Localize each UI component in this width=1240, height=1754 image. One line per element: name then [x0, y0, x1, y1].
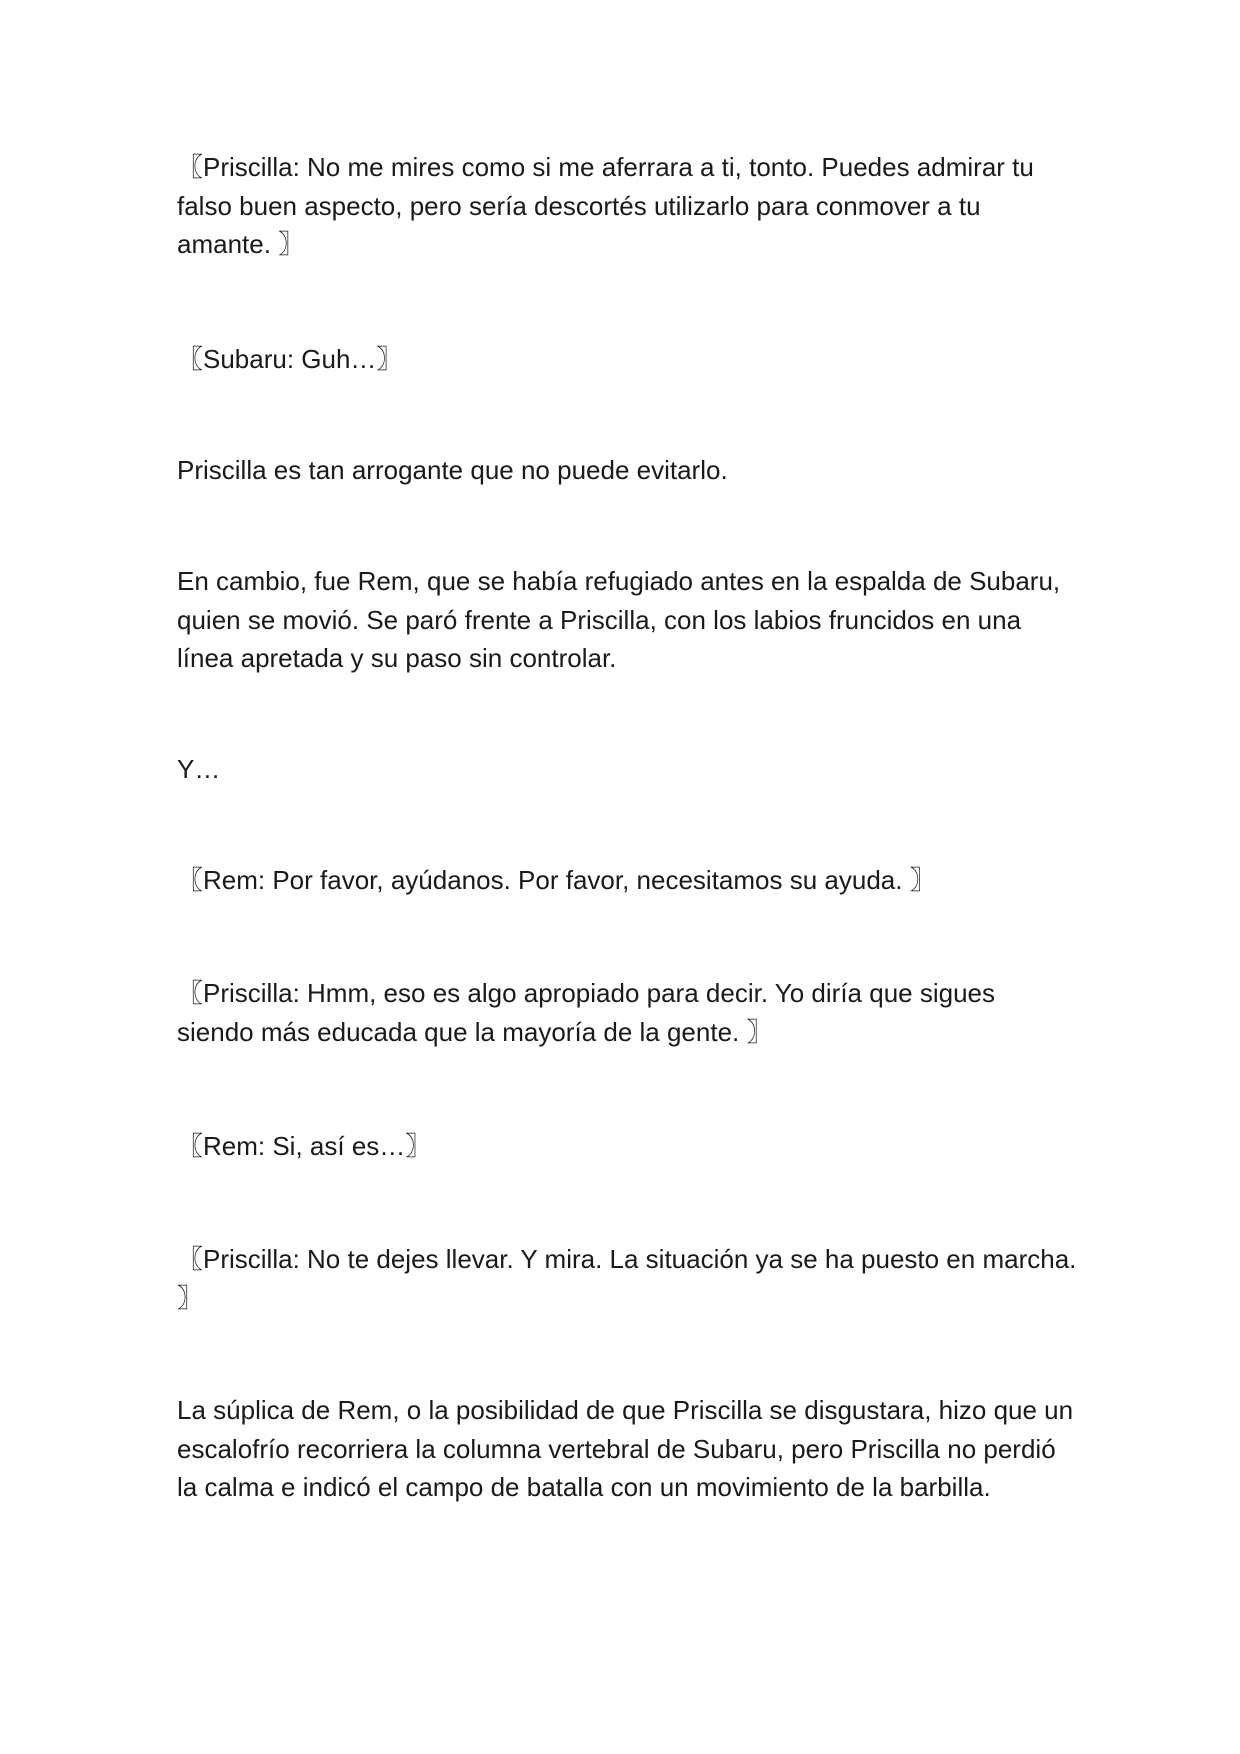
paragraph-narration-4: La súplica de Rem, o la posibilidad de que Priscilla se disgustara, hizo que un escalofrío recorriera la columna vertebral de Subaru, pero Priscilla no perdió la calma e indicó el campo de batalla con un movimiento de la barbilla. — [177, 1395, 1074, 1502]
paragraph-priscilla-1: 〖Priscilla: No me mires como si me aferrara a ti, tonto. Puedes admirar tu falso buen aspecto, pero sería descortés utilizarlo para conmover a tu amante. 〗 — [177, 152, 1034, 259]
paragraph-narration-1: Priscilla es tan arrogante que no puede evitarlo. — [177, 455, 728, 485]
paragraph-rem-2: 〖Rem: Si, así es…〗 — [177, 1131, 432, 1161]
paragraph-rem-1: 〖Rem: Por favor, ayúdanos. Por favor, necesitamos su ayuda. 〗 — [177, 865, 936, 895]
paragraph-narration-2: En cambio, fue Rem, que se había refugiado antes en la espalda de Subaru, quien se movió. Se paró frente a Priscilla, con los labios fruncidos en una línea apretada y su paso sin controlar. — [177, 566, 1061, 673]
paragraph-priscilla-2: 〖Priscilla: Hmm, eso es algo apropiado para decir. Yo diría que sigues siendo más educada que la mayoría de la gente. 〗 — [177, 978, 995, 1047]
paragraph-narration-3: Y… — [177, 754, 221, 784]
paragraph-subaru-1: 〖Subaru: Guh…〗 — [177, 344, 403, 374]
paragraph-priscilla-3: 〖Priscilla: No te dejes llevar. Y mira. La situación ya se ha puesto en marcha. 〗 — [177, 1244, 1077, 1313]
